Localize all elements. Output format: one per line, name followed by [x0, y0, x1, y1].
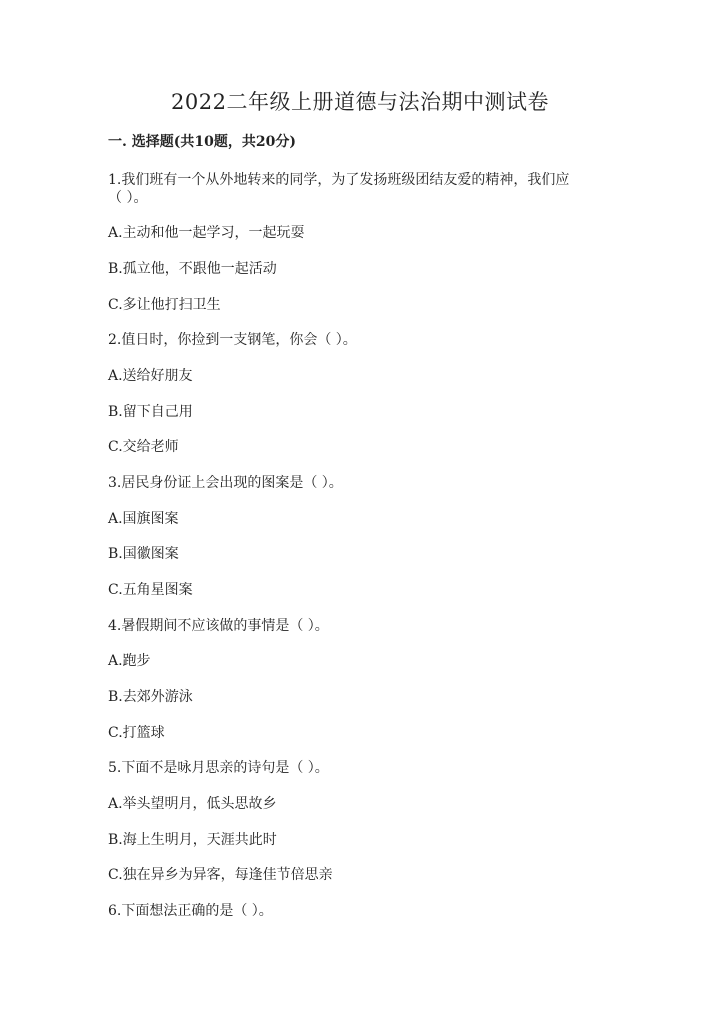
question-2-stem: 2.值日时，你捡到一支钢笔，你会（ ）。 [108, 332, 357, 348]
question-1-option-a: A.主动和他一起学习，一起玩耍 [108, 225, 305, 241]
question-6-stem: 6.下面想法正确的是（ ）。 [108, 903, 273, 919]
question-2-option-b: B.留下自己用 [108, 404, 193, 420]
question-2-option-c: C.交给老师 [108, 439, 179, 455]
question-1-option-b: B.孤立他，不跟他一起活动 [108, 261, 277, 277]
question-1-stem-line-2: （ ）。 [108, 190, 148, 206]
question-5-stem: 5.下面不是咏月思亲的诗句是（ ）。 [108, 760, 329, 776]
question-2-option-a: A.送给好朋友 [108, 368, 193, 384]
page-title: 2022二年级上册道德与法治期中测试卷 [171, 90, 549, 114]
question-4-option-a: A.跑步 [108, 653, 151, 669]
question-4-stem: 4.暑假期间不应该做的事情是（ ）。 [108, 618, 329, 634]
question-1-stem-line-1: 1.我们班有一个从外地转来的同学，为了发扬班级团结友爱的精神，我们应 [108, 172, 570, 188]
question-3-option-c: C.五角星图案 [108, 582, 193, 598]
section-heading: 一. 选择题(共10题，共20分) [108, 134, 296, 150]
question-3-option-a: A.国旗图案 [108, 511, 179, 527]
question-1-option-c: C.多让他打扫卫生 [108, 297, 221, 313]
question-4-option-c: C.打篮球 [108, 725, 165, 741]
question-3-option-b: B.国徽图案 [108, 546, 179, 562]
question-5-option-a: A.举头望明月，低头思故乡 [108, 796, 277, 812]
question-5-option-c: C.独在异乡为异客，每逢佳节倍思亲 [108, 867, 333, 883]
question-5-option-b: B.海上生明月，天涯共此时 [108, 832, 277, 848]
question-3-stem: 3.居民身份证上会出现的图案是（ ）。 [108, 475, 343, 491]
question-4-option-b: B.去郊外游泳 [108, 689, 193, 705]
